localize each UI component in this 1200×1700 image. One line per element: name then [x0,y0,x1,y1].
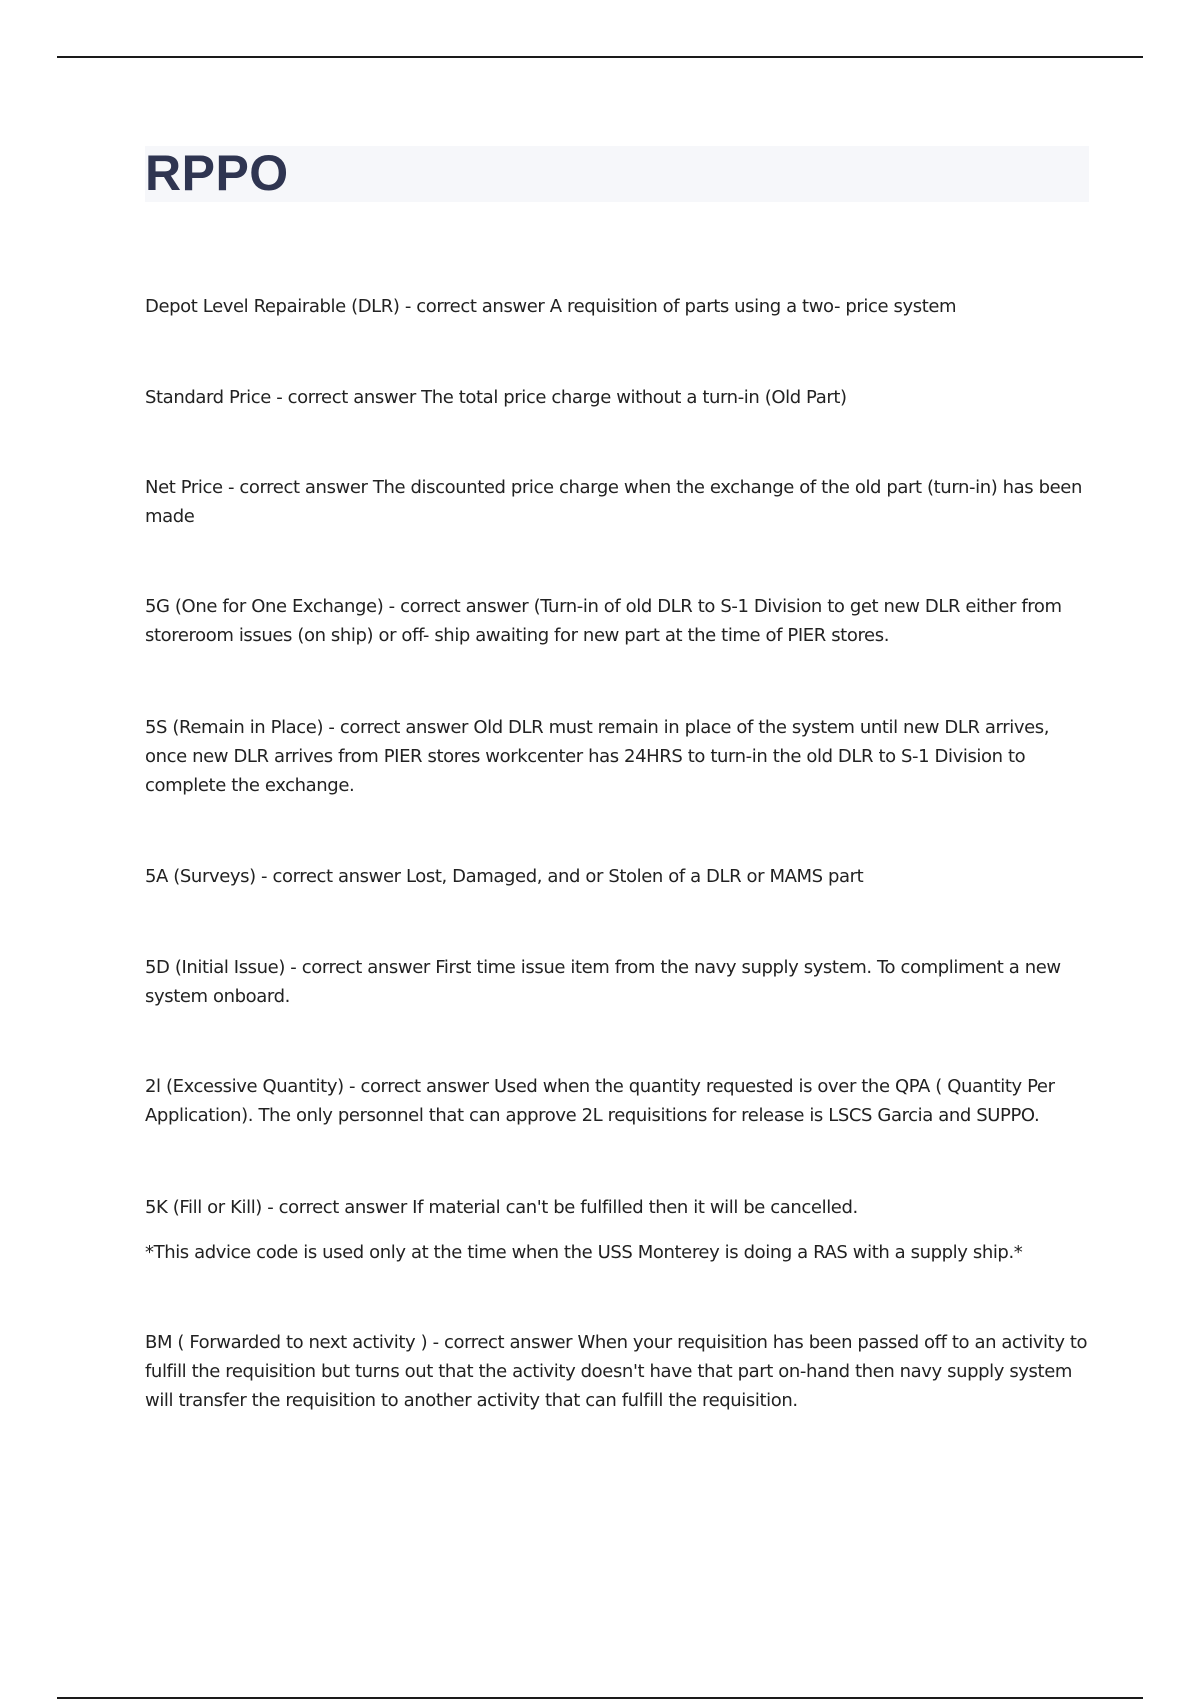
entry-separator: - correct answer [222,477,373,498]
entry-dlr [145,292,1095,321]
entry-answer: Used when the quantity requested is over the QPA ( Quantity Per Application). The only personnel that can approve 2L requisitions for release is LSCS Garcia and SUPPO. [145,1076,1055,1126]
entry-answer: The discounted price charge when the exchange of the old part (turn-in) has been made [145,477,1082,527]
entry-answer: (Turn-in of old DLR to S-1 Division to get new DLR either from storeroom issues (on ship) or off- ship awaiting for new part at the time of PIER stores. [145,596,1062,646]
top-rule [57,56,1143,58]
entry-5k-note: *This advice code is used only at the time when the USS Monterey is doing a RAS with a supply ship.* [145,1242,1023,1263]
entry-separator: - correct answer [383,596,534,617]
entry-answer: A requisition of parts using a two- price system [549,296,957,317]
entry-answer: First time issue item from the navy supply system. To compliment a new system onboard. [145,957,1061,1007]
entry-answer: If material can't be fulfilled then it will be cancelled. [412,1197,858,1218]
entry-2l [145,1072,1095,1130]
entry-standard-price [145,383,1095,412]
entry-term: Net Price [145,477,223,498]
entry-separator: - correct answer [284,957,436,978]
entry-separator: - correct answer [261,1197,413,1218]
entry-5s [145,713,1095,800]
entry-term: BM ( Forwarded to next activity ) [145,1332,428,1353]
entry-answer: Old DLR must remain in place of the system until new DLR arrives, once new DLR arrives from PIER stores workcenter has 24HRS to turn-in the old DLR to S-1 Division to complete the exchange. [145,717,1050,796]
bottom-rule [57,1697,1143,1699]
entry-answer: Lost, Damaged, and or Stolen of a DLR or MAMS part [405,866,864,887]
entry-bm [145,1328,1095,1415]
entry-separator: - correct answer [343,1076,494,1097]
entry-term: 5S (Remain in Place) [145,717,324,738]
entry-term: 2l (Excessive Quantity) [145,1076,344,1097]
entry-separator: - correct answer [255,866,406,887]
entry-term: 5A (Surveys) [145,866,256,887]
document-title: RPPO [145,145,289,201]
entry-term: Standard Price [145,387,271,408]
entry-5d [145,953,1095,1011]
entry-5a [145,862,1095,891]
entry-5g [145,592,1095,650]
entry-5k [145,1193,1095,1222]
entry-answer: The total price charge without a turn-in (Old Part) [421,387,847,408]
entry-net-price [145,473,1095,531]
entry-separator: - correct answer [270,387,422,408]
entry-answer: When your requisition has been passed off to an activity to fulfill the requisition but turns out that the activity doesn't have that part on-hand then navy supply system will transfer the requisition to another activity that can fulfill the requisition. [145,1332,1088,1411]
entry-separator: - correct answer [323,717,474,738]
entry-term: 5D (Initial Issue) [145,957,285,978]
entry-separator: - correct answer [399,296,550,317]
entry-term: 5G (One for One Exchange) [145,596,384,617]
entry-term: 5K (Fill or Kill) [145,1197,262,1218]
entry-separator: - correct answer [427,1332,578,1353]
entry-term: Depot Level Repairable (DLR) [145,296,400,317]
